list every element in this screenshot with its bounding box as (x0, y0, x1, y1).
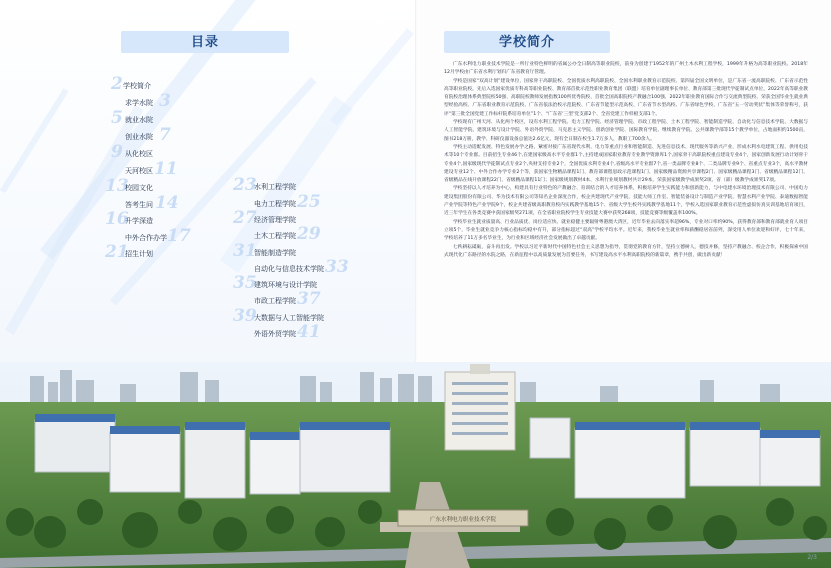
toc-item-label: 大数据与人工智能学院 (254, 314, 324, 322)
toc-page-number: 41 (297, 322, 321, 342)
toc-item-label: 水利工程学院 (254, 183, 296, 191)
toc-item-label: 市政工程学院 (254, 297, 296, 305)
toc-item-label: 就业水院 (125, 116, 153, 124)
campus-aerial-photo (0, 362, 831, 568)
toc-page-number: 35 (233, 273, 257, 293)
toc-item-label: 建筑环境与设计学院 (254, 281, 317, 289)
toc-page-number: 16 (105, 209, 129, 229)
toc-page-number: 33 (325, 257, 349, 277)
toc-page-number: 3 (159, 91, 171, 111)
toc-item-label: 从化校区 (125, 150, 153, 158)
intro-paragraph: 学校主动适配发展、特色发展办学之路，紧密对接广东省现代水利、电力等重点行业和智能制造、先进信息技术、现代服务等新兴产业，形成水利水电建筑工程、供用电技术等10个专业群。目前招生专业46个,在建国家级高水平专业群1个,主持建成国家职业教育专业教学资源库1个,国家骨干高职院校重点建设专业4个，国家创新发展行动计划骨干专业4个,国家级现代学徒制试点专业2个,央财支持专业2个，全国优质水利专业4个,省级高水平专业群7个,省一类品牌专业8个、二类品牌专业9个、省重点专业3个，高水平教材建设专业12个、中外合作办学专业2个等，获国家生物精品课程1门、教育部课程思政示范课程1门、国家级精品资源共享课程2门、国家级精品课程3门、省级精品课程12门、省级精品在线开放课程22门、省级精品课程11门；国家级规划教材4本、水利行业规划教材共计29本，荣获国家级教学成果奖2项、省（部）级教学成果奖17项。 (444, 144, 808, 184)
toc-page-number: 21 (105, 242, 129, 262)
toc-page-number: 25 (297, 192, 321, 212)
toc-item-label: 创业水院 (125, 133, 153, 141)
toc-page-number: 27 (233, 208, 257, 228)
toc-page-number: 9 (111, 142, 123, 162)
toc-page-number: 7 (159, 125, 171, 145)
campus-gate-sign: 广东水利电力职业技术学院 (429, 517, 497, 523)
intro-paragraph: 广东水利电力职业技术学院是一所行业特色鲜明的省属公办全日制高等职业院校，前身为创建于1952年的广州土木水利工程学校，1999年升格为高等职业院校。2018年12月学校由广东省水利厅划归广东省教育厅管理。 (444, 62, 808, 76)
toc-item-label: 天河校区 (125, 167, 153, 175)
toc-item-label: 求学水院 (125, 99, 153, 107)
intro-title: 学校简介 (498, 35, 555, 50)
toc-item-label: 校园文化 (125, 184, 153, 192)
toc-page-number: 2 (111, 74, 123, 94)
toc-item-label: 学校简介 (123, 82, 151, 90)
toc-page-number: 23 (233, 175, 257, 195)
intro-body (444, 61, 808, 260)
intro-paragraph: 学校毕业生就业质量高、行业品质优、岗位适应快、就业稳健主要辐射粤港澳大湾区，近年毕业去向落实率超96%，专业对口率约90%，获得教育部和教育部就业育人项目立项5个，毕业生就业竞争力核心指标均稳中有升，部分指标超过“双高”学校平均水平。近年来，我校毕业生就业率和薪酬稳居省前列，深受用人单位欢迎和好评，七十年来，学校培养了11万多名毕业生，为行业和区域经济社会发展做出了卓越贡献。 (444, 219, 808, 242)
page-number: 2/3 (807, 554, 817, 561)
toc-page-number: 29 (297, 224, 321, 244)
toc-page-number: 14 (155, 193, 179, 213)
center-fold (415, 0, 417, 390)
toc-page-number: 17 (167, 226, 191, 246)
toc-item-label: 中外合作办学 (125, 234, 167, 242)
intro-paragraph: 七秩耕耘砥砺，奋斗再出发。学校以习近平新时代中国特色社会主义思想为指导，贯彻党的教育方针，坚持立德树人，德技并修，坚持产教融合、校企合作，积极探索中国式现代化广东路径的水院之路，在新征程中以高质量发展为首要任务，书写建设高水平水利高职院校的新篇章，携手共创，做出新贡献！ (444, 244, 808, 258)
toc-page-number: 11 (154, 159, 178, 179)
toc-item-label: 土木工程学院 (254, 232, 296, 240)
intro-paragraph: 学校坚持以人才培养为中心，构建具有行业特色的产教融合、育训结合的人才培养体系，积极培养学生实践能力和创新能力，与中电建水环境治理技术有限公司、中国电力建设集团股份有限公司、华为技术有限公司等知名企业深度合作，校企共建现代产业学院、技能大师工作室、智能装备设计与制造产业学院、智慧水利产业学院、泰迪数据智能产业学院等特色产业学院9个，校企共建省级高职教育校内实践教学基地15个、省级大学生校外实践教学基地11个，学校入选国家职业教育示范性虚拟仿真实训基地培育项目，近三年学生在各类竞赛中获国家级奖271项，在全省职业院校学生专业技能大赛中获奖268项，技能竞赛等级覆盖率100%。 (444, 186, 808, 217)
toc-page-number: 37 (297, 289, 321, 309)
toc-page-number: 39 (233, 306, 257, 326)
toc-item-label: 电力工程学院 (254, 200, 296, 208)
toc-item-label: 答考生问 (125, 201, 153, 209)
toc-item-label: 自动化与信息技术学院 (254, 265, 324, 273)
intro-paragraph: 学校是国家“双高计划”建设单位、国家骨干高职院校、全国优质水利高职院校、全国水利职业教育示范院校、第四届全国文明单位，是广东省一流高职院校、广东省示范性高等职业院校。先后入选国家优质专科高等职业院校、教育部首批示范性职业教育集团（联盟）培育单位副理事长单位、教育部第三批现代学徒制试点单位，2022年高等职业教育院校治理体系典型院校50强、高职院校教师发展指数100所优秀院校、首批全国高职院校产教融合100强、2022年职业教育国际合作与交流典型院校、荣获全国毕业生就业典型经验高校、广东省职业教育示范院校、广东省依法治校示范院校、广东省节能型示范高校、广东省节水型高校、广东省绿色学校、广东省“五一劳动奖状”集体等荣誉称号，获评“第三批全国党建工作标杆院系培育单位”1个、“广东省‘三型’党支部2个、全省党建工作样板支部1个。 (444, 78, 808, 117)
toc-page-number: 5 (111, 108, 123, 128)
toc-item-label: 智能制造学院 (254, 249, 296, 257)
toc-title: 目录 (190, 35, 219, 50)
toc-item-label: 经济管理学院 (254, 216, 296, 224)
toc-page-number: 31 (233, 241, 257, 261)
intro-paragraph: 学校现有广州天河、从化两个校区，设有水利工程学院、电力工程学院、经济管理学院、市政工程学院、土木工程学院、智能制造学院、自动化与信息技术学院、大数据与人工智能学院、建筑环境与设计学院、外语外贸学院、马克思主义学院、创新创业学院、国际教育学院、继续教育学院、公共课教学部等15个教学单位，占地面积约1500亩，图书218万册，教学、科研仪器设备总值达2.6亿元，现有全日制在校生1.7万多人，教职工700余人。 (444, 120, 808, 142)
intro-title-bar (444, 31, 610, 53)
toc-page-number: 13 (105, 176, 129, 196)
toc-item-label: 升学深造 (125, 217, 153, 225)
toc-item-label: 外语外贸学院 (254, 330, 296, 338)
toc-item-label: 招生计划 (125, 250, 153, 258)
toc-title-bar (121, 31, 289, 53)
